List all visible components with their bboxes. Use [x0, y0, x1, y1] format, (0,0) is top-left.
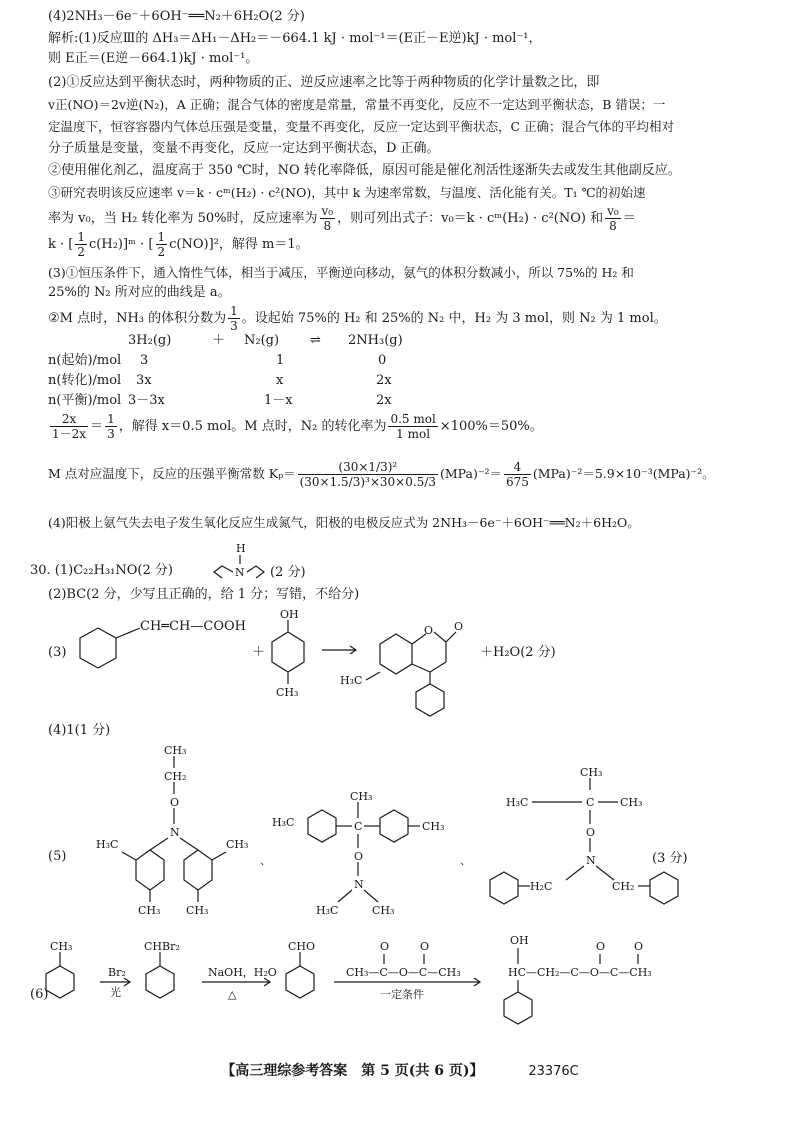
isopropyl-group [247, 566, 264, 578]
atom-label: O [454, 620, 464, 633]
fraction-denominator: (30×1.5/3)³×30×0.5/3 [299, 475, 436, 489]
answer-line [48, 204, 636, 233]
fraction [298, 460, 438, 489]
fraction [504, 460, 531, 489]
fraction-numerator: 1 [107, 412, 115, 426]
answer-line: (4)阳极上氨气失去电子发生氧化反应生成氮气，阳极的电极反应式为 2NH₃－6e⁻＋6OH⁻══N₂＋6H₂O。 [48, 515, 640, 530]
reagent-label: CH₃—C—O—C—CH₃ [346, 966, 461, 979]
text-segment: (MPa)⁻²＝5.9×10⁻³(MPa)⁻²。 [532, 466, 715, 481]
bond [364, 890, 378, 902]
answer-line: ③研究表明该反应速率 v＝k · cᵐ(H₂) · c²(NO)，其中 k 为速率常数，与温度、活化能有关。T₁ ℃的初始速 [48, 185, 646, 200]
substituent-label: CH₃ [50, 940, 73, 953]
fraction-denominator: 1 mol [396, 427, 431, 441]
fraction [228, 304, 240, 333]
table-cell: 3－3x [128, 393, 165, 408]
score-text: (2 分) [270, 565, 306, 580]
product-label: HC—CH₂—C—O—C—CH₃ [508, 966, 652, 979]
table-cell: 0 [378, 353, 387, 368]
score-text: (3 分) [652, 851, 688, 866]
fraction-numerator: 1 [230, 304, 238, 318]
answer-line: (4)1(1 分) [48, 723, 111, 738]
substituent-label: CH₃ [350, 790, 373, 803]
fraction [605, 204, 621, 233]
text-segment: ×100%＝50%。 [439, 419, 543, 434]
separator: 、 [260, 854, 271, 867]
product-text: ＋H₂O(2 分) [480, 645, 556, 660]
fraction-numerator: v₀ [321, 204, 334, 218]
atom-label: N [586, 854, 596, 867]
benzene-ring [146, 966, 174, 998]
substituent-label: H₃C [272, 816, 295, 829]
condition-label: △ [228, 988, 237, 1001]
atom-label: H [236, 542, 246, 555]
fraction [105, 412, 117, 441]
substituent-label: CH₃ [138, 904, 161, 917]
bond [116, 628, 140, 638]
table-cell: 1－x [264, 393, 293, 408]
substituent-label: OH [280, 608, 299, 621]
substituent-label: CH₃ [620, 796, 643, 809]
fraction [388, 412, 437, 441]
bond [430, 662, 446, 672]
equation-term: 3H₂(g) [128, 333, 172, 348]
text-segment: 。设起始 75%的 H₂ 和 25%的 N₂ 中，H₂ 为 3 mol，则 N₂ 为 1 mol。 [241, 311, 667, 326]
bond [434, 632, 446, 642]
answer-line: 定温度下，恒容容器内气体总压强是变量，变量不再变化，反应一定达到平衡状态，C 正确；混合气体的平均相对 [48, 119, 675, 134]
fraction-numerator: 1 [157, 230, 166, 244]
table-cell: 1 [276, 353, 285, 368]
fraction-numerator: 4 [504, 460, 531, 475]
table-cell: 3 [140, 353, 149, 368]
benzene-ring [490, 872, 518, 904]
fraction-numerator: 0.5 mol [390, 412, 436, 426]
synthesis-route [30, 934, 770, 1044]
atom-label: O [634, 940, 644, 953]
bond [150, 838, 168, 850]
benzene-ring [416, 684, 444, 716]
answer-line [48, 412, 543, 441]
answer-line: v正(NO)＝2v逆(N₂)，A 正确；混合气体的密度是常量，常量不再变化，反应不一定达到平衡状态，B 错误；一 [48, 97, 666, 112]
page-footer [0, 1060, 800, 1080]
isomer-structures [40, 740, 760, 930]
atom-label: C [354, 820, 363, 833]
substituent-label: CH═CH—COOH [140, 619, 246, 634]
answer-line [48, 460, 715, 489]
fraction-denominator: 8 [323, 219, 332, 233]
benzene-ring [504, 992, 532, 1024]
benzene-ring [650, 872, 678, 904]
bond [412, 664, 430, 672]
amine-structure [210, 538, 330, 588]
equation-term: N₂(g) [244, 333, 280, 348]
answer-line: 分子质量是变量，变量不再变化，反应一定达到平衡状态，D 正确。 [48, 141, 440, 156]
substituent-label: CH₃ [186, 904, 209, 917]
substituent-label: OH [510, 934, 529, 947]
fraction-denominator: 1－2x [52, 427, 87, 441]
answer-line: (2)①反应达到平衡状态时，两种物质的正、逆反应速率之比等于两种物质的化学计量数之比，即 [48, 75, 600, 90]
answer-line: 30. (1)C₂₂H₃₁NO(2 分) [30, 563, 173, 578]
atom-label: O [354, 850, 364, 863]
fraction-denominator: 3 [230, 319, 238, 333]
atom-label: O [380, 940, 390, 953]
substituent-label: H₃C [316, 904, 339, 917]
benzene-ring [184, 850, 212, 890]
answer-line [48, 230, 309, 259]
text-segment: ，解得 x＝0.5 mol。M 点时，N₂ 的转化率为 [118, 419, 387, 434]
fraction [75, 230, 87, 259]
atom-label: N [354, 878, 364, 891]
equation-term: ⇌ [310, 333, 321, 348]
text-segment: (MPa)⁻²＝ [440, 466, 502, 481]
isopropyl-group [214, 566, 233, 578]
answer-line: (4)2NH₃－6e⁻＋6OH⁻══N₂＋6H₂O(2 分) [48, 9, 305, 24]
substituent-label: H₂C [530, 880, 553, 893]
reagent-label: Br₂ [108, 966, 126, 979]
table-cell: n(起始)/mol [48, 353, 122, 368]
text-segment: k · [ [48, 237, 74, 252]
document-code: 23376C [528, 1064, 579, 1079]
fraction-numerator: (30×1/3)² [298, 460, 438, 475]
carbonyl-bond [446, 632, 456, 642]
fraction-denominator: 3 [107, 427, 115, 441]
reagent-label: NaOH，H₂O [208, 966, 277, 979]
benzene-ring [380, 634, 412, 674]
equation-term: 2NH₃(g) [348, 333, 403, 348]
text-segment: 率为 v₀，当 H₂ 转化率为 50%时，反应速率为 [48, 211, 318, 226]
substituent-label: CH₃ [580, 766, 603, 779]
answer-line: 则 E正＝(E逆－664.1)kJ · mol⁻¹。 [48, 51, 259, 66]
equation-term: ＋ [212, 333, 226, 348]
atom-label: N [170, 826, 180, 839]
substituent-label: CH₃ [164, 744, 187, 757]
answer-line: 解析:(1)反应Ⅲ的 ΔH₃＝ΔH₁－ΔH₂＝－664.1 kJ · mol⁻¹＝(E正－E逆)kJ · mol⁻¹， [48, 31, 542, 46]
table-cell: 2x [376, 373, 392, 388]
text-segment: ＝ [90, 419, 104, 434]
atom-label: O [596, 940, 606, 953]
atom-label: C [586, 796, 595, 809]
separator: 、 [460, 854, 471, 867]
table-cell: 3x [136, 373, 152, 388]
reaction-3-diagram [40, 604, 760, 724]
footer-title: 【高三理综参考答案 第 5 页(共 6 页)】 [221, 1063, 484, 1079]
substituent-label: CH₂ [164, 770, 187, 783]
benzene-ring [136, 850, 164, 890]
table-cell: n(转化)/mol [48, 373, 122, 388]
text-segment: ，则可列出式子：v₀＝k · cᵐ(H₂) · c²(NO) 和 [337, 211, 604, 226]
table-cell: 2x [376, 393, 392, 408]
bond [180, 838, 198, 850]
benzene-ring [308, 810, 336, 842]
fraction [50, 412, 88, 441]
benzene-ring [46, 966, 74, 998]
atom-label: O [424, 624, 434, 637]
atom-label: N [235, 566, 245, 579]
benzene-ring [80, 628, 116, 668]
fraction-numerator: v₀ [607, 204, 619, 218]
substituent-label: CH₃ [372, 904, 395, 917]
substituent-label: H₃C [340, 674, 363, 687]
plus-sign: ＋ [252, 645, 266, 660]
bond [122, 852, 136, 860]
substituent-label: CH₃ [422, 820, 445, 833]
fraction-denominator: 8 [609, 219, 617, 233]
table-cell: n(平衡)/mol [48, 393, 122, 408]
answer-line: (2)BC(2 分，少写且正确的，给 1 分；写错，不给分) [48, 587, 360, 602]
substituent-label: CHO [288, 940, 316, 953]
part-label: (3) [48, 645, 67, 660]
atom-label: O [420, 940, 430, 953]
bond [366, 672, 380, 680]
table-cell: x [276, 373, 284, 388]
atom-label: O [170, 796, 180, 809]
bond [338, 890, 352, 902]
benzene-ring [286, 966, 314, 998]
text-segment: ＝ [622, 211, 636, 226]
substituent-label: CHBr₂ [144, 940, 180, 953]
text-segment: c(H₂)]ᵐ · [ [89, 237, 154, 252]
fraction-denominator: 2 [77, 245, 85, 259]
text-segment: c(NO)]²，解得 m＝1。 [169, 237, 309, 252]
bond [596, 866, 614, 880]
answer-line: (3)①恒压条件下，通入惰性气体，相当于减压，平衡逆向移动，氨气的体积分数减小，所以 75%的 H₂ 和 [48, 265, 634, 280]
substituent-label: CH₂ [612, 880, 635, 893]
fraction-numerator: 1 [77, 230, 85, 244]
substituent-label: H₃C [506, 796, 529, 809]
fraction [156, 230, 168, 259]
fraction-denominator: 2 [157, 245, 166, 259]
substituent-label: CH₃ [276, 686, 299, 699]
text-segment: M 点对应温度下，反应的压强平衡常数 Kₚ＝ [48, 466, 296, 481]
fraction-denominator: 675 [505, 475, 529, 489]
bond [566, 866, 584, 880]
answer-line: ②使用催化剂乙，温度高于 350 ℃时，NO 转化率降低，原因可能是催化剂活性逐渐失去或发生其他副反应。 [48, 163, 681, 178]
substituent-label: CH₃ [226, 838, 249, 851]
benzene-ring [272, 632, 304, 672]
substituent-label: H₃C [96, 838, 119, 851]
fraction [320, 204, 336, 233]
answer-line [48, 304, 667, 333]
atom-label: O [586, 826, 596, 839]
part-label: (6) [30, 987, 49, 1002]
condition-label: 光 [110, 986, 121, 999]
part-label: (5) [48, 849, 67, 864]
condition-label: 一定条件 [380, 988, 424, 1001]
fraction-numerator: 2x [50, 412, 88, 427]
bond [212, 852, 226, 860]
benzene-ring [380, 810, 408, 842]
text-segment: ②M 点时，NH₃ 的体积分数为 [48, 311, 227, 326]
answer-line: 25%的 N₂ 所对应的曲线是 a。 [48, 285, 231, 300]
